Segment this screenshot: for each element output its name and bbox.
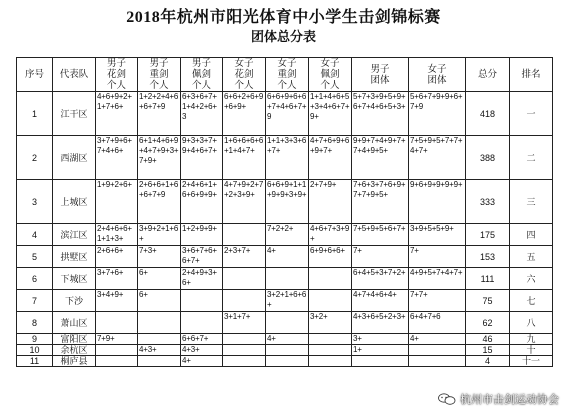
score-cell: 3+2+1+6+6+ — [266, 290, 309, 312]
score-cell: 6+6+9+1+1+9+9+3+9+ — [266, 180, 309, 224]
score-cell: 7+7+ — [409, 290, 466, 312]
header-cell: 代表队 — [53, 58, 96, 92]
total-score: 62 — [466, 312, 510, 334]
score-cell: 4+ — [266, 246, 309, 268]
score-cell — [138, 312, 181, 334]
score-cell: 1+1+3+3+6+7+ — [266, 136, 309, 180]
score-cell: 6+ — [138, 290, 181, 312]
score-cell: 6+4+5+3+7+2+ — [352, 268, 409, 290]
score-cell — [96, 345, 138, 356]
team-name: 滨江区 — [53, 224, 96, 246]
team-name: 萧山区 — [53, 312, 96, 334]
score-cell: 6+ — [138, 268, 181, 290]
score-cell — [96, 356, 138, 367]
page-title: 2018年杭州市阳光体育中小学生击剑锦标赛 — [126, 9, 441, 26]
score-cell — [96, 312, 138, 334]
row-number: 9 — [17, 334, 53, 345]
score-cell: 1+2+9+9+ — [181, 224, 223, 246]
total-score: 4 — [466, 356, 510, 367]
score-cell: 3+9+5+5+9+ — [409, 224, 466, 246]
score-cell: 7+9+ — [96, 334, 138, 345]
watermark-text: 杭州市击剑运动协会 — [460, 394, 559, 406]
score-cell: 6+6+7+ — [181, 334, 223, 345]
score-cell: 6+1+4+6+9+4+7+9+3+7+9+ — [138, 136, 181, 180]
team-name: 江干区 — [53, 92, 96, 136]
rank: 五 — [510, 246, 553, 268]
score-cell — [138, 334, 181, 345]
score-cell: 4+ — [181, 356, 223, 367]
header-cell: 序号 — [17, 58, 53, 92]
score-cell: 1+2+2+4+6+6+7+9 — [138, 92, 181, 136]
score-cell: 7+3+ — [138, 246, 181, 268]
score-cell: 1+9+2+6+ — [96, 180, 138, 224]
header-cell: 女子团体 — [409, 58, 466, 92]
team-name: 上城区 — [53, 180, 96, 224]
score-cell: 2+6+6+1+6+6+7+9 — [138, 180, 181, 224]
table-row — [17, 312, 553, 334]
score-cell: 3+6+7+6+6+7+ — [181, 246, 223, 268]
table-row — [17, 246, 553, 268]
table-row — [17, 180, 553, 224]
team-name: 下城区 — [53, 268, 96, 290]
rank: 八 — [510, 312, 553, 334]
team-name: 富阳区 — [53, 334, 96, 345]
score-cell — [309, 268, 352, 290]
score-cell: 4+7+9+2+7+2+3+9+ — [223, 180, 266, 224]
table-row — [17, 92, 553, 136]
score-cell: 4+3+ — [181, 345, 223, 356]
rank: 一 — [510, 92, 553, 136]
rank: 二 — [510, 136, 553, 180]
row-number: 11 — [17, 356, 53, 367]
score-cell — [223, 290, 266, 312]
row-number: 5 — [17, 246, 53, 268]
page-subtitle: 团体总分表 — [250, 29, 316, 44]
row-number: 2 — [17, 136, 53, 180]
score-cell: 6+6+2+6+9+6+9+ — [223, 92, 266, 136]
score-cell: 2+6+6+ — [96, 246, 138, 268]
header-cell: 排名 — [510, 58, 553, 92]
header-cell: 总分 — [466, 58, 510, 92]
score-cell: 5+7+3+9+5+9+6+7+4+6+5+3+ — [352, 92, 409, 136]
header-cell: 女子佩剑个人 — [309, 58, 352, 92]
table-row — [17, 136, 553, 180]
row-number: 6 — [17, 268, 53, 290]
header-cell: 女子重剑个人 — [266, 58, 309, 92]
total-score: 75 — [466, 290, 510, 312]
score-cell: 7+2+2+ — [266, 224, 309, 246]
score-cell: 4+ — [266, 334, 309, 345]
total-score: 175 — [466, 224, 510, 246]
total-score: 153 — [466, 246, 510, 268]
score-cell: 7+5+9+5+7+7+4+7+ — [409, 136, 466, 180]
row-number: 3 — [17, 180, 53, 224]
score-cell: 4+3+6+5+2+3+ — [352, 312, 409, 334]
wechat-icon — [438, 393, 456, 405]
score-cell: 4+ — [409, 334, 466, 345]
score-cell — [266, 345, 309, 356]
table-row — [17, 224, 553, 246]
score-cell: 6+6+9+6+6+7+4+6+7+9 — [266, 92, 309, 136]
score-cell — [223, 356, 266, 367]
team-name: 下沙 — [53, 290, 96, 312]
total-score: 388 — [466, 136, 510, 180]
score-cell — [223, 334, 266, 345]
score-cell: 1+ — [352, 345, 409, 356]
score-cell — [181, 312, 223, 334]
score-cell — [181, 290, 223, 312]
team-name: 拱墅区 — [53, 246, 96, 268]
score-cell: 6+9+6+6+ — [309, 246, 352, 268]
score-cell — [309, 334, 352, 345]
table-row — [17, 356, 553, 367]
score-cell — [309, 345, 352, 356]
rank: 六 — [510, 268, 553, 290]
score-cell — [409, 345, 466, 356]
score-cell — [266, 312, 309, 334]
header-cell: 男子佩剑个人 — [181, 58, 223, 92]
score-cell: 3+7+9+6+7+4+6+ — [96, 136, 138, 180]
score-cell: 4+7+4+6+4+ — [352, 290, 409, 312]
score-cell: 2+4+9+3+6+ — [181, 268, 223, 290]
team-name: 西湖区 — [53, 136, 96, 180]
score-table — [16, 57, 553, 367]
rank: 九 — [510, 334, 553, 345]
score-cell: 3+9+2+1+6+ — [138, 224, 181, 246]
score-cell — [266, 268, 309, 290]
score-cell: 2+4+6+6+1+1+3+ — [96, 224, 138, 246]
score-cell: 3+4+9+ — [96, 290, 138, 312]
score-cell: 7+5+9+5+6+7+ — [352, 224, 409, 246]
total-score: 418 — [466, 92, 510, 136]
table-row — [17, 345, 553, 356]
score-cell — [409, 356, 466, 367]
score-cell: 9+6+9+9+9+9+ — [409, 180, 466, 224]
score-cell: 4+6+9+2+1+7+6+ — [96, 92, 138, 136]
score-cell — [352, 356, 409, 367]
table-row — [17, 334, 553, 345]
total-score: 15 — [466, 345, 510, 356]
header-cell: 男子团体 — [352, 58, 409, 92]
score-cell: 4+7+6+9+6+9+7+ — [309, 136, 352, 180]
score-cell — [223, 224, 266, 246]
score-cell: 1+6+6+6+6+1+4+7+ — [223, 136, 266, 180]
row-number: 10 — [17, 345, 53, 356]
score-cell: 6+4+7+6 — [409, 312, 466, 334]
score-cell — [266, 356, 309, 367]
table-row — [17, 268, 553, 290]
score-cell: 4+3+ — [138, 345, 181, 356]
row-number: 7 — [17, 290, 53, 312]
score-cell: 7+6+3+7+6+9+7+7+9+5+ — [352, 180, 409, 224]
row-number: 1 — [17, 92, 53, 136]
table-header-row — [17, 58, 553, 92]
rank: 十一 — [510, 356, 553, 367]
score-cell: 9+9+7+4+9+7+7+4+9+5+ — [352, 136, 409, 180]
header-cell: 女子花剑个人 — [223, 58, 266, 92]
watermark — [438, 391, 559, 407]
row-number: 4 — [17, 224, 53, 246]
score-cell — [223, 268, 266, 290]
score-cell: 3+1+7+ — [223, 312, 266, 334]
header-cell: 男子重剑个人 — [138, 58, 181, 92]
score-cell: 3+2+ — [309, 312, 352, 334]
row-number: 8 — [17, 312, 53, 334]
rank: 十 — [510, 345, 553, 356]
rank: 七 — [510, 290, 553, 312]
score-cell: 2+3+7+ — [223, 246, 266, 268]
score-cell: 9+3+3+7+9+4+6+7+ — [181, 136, 223, 180]
table-row — [17, 290, 553, 312]
score-cell: 2+4+6+1+6+6+9+9+ — [181, 180, 223, 224]
total-score: 333 — [466, 180, 510, 224]
score-cell: 5+6+7+9+9+6+7+9 — [409, 92, 466, 136]
team-name: 桐庐县 — [53, 356, 96, 367]
score-cell: 2+7+9+ — [309, 180, 352, 224]
score-cell: 3+7+6+ — [96, 268, 138, 290]
total-score: 111 — [466, 268, 510, 290]
score-cell: 6+3+6+7+1+4+2+6+3 — [181, 92, 223, 136]
rank: 四 — [510, 224, 553, 246]
score-cell: 7+ — [352, 246, 409, 268]
total-score: 46 — [466, 334, 510, 345]
score-cell: 7+ — [409, 246, 466, 268]
score-cell: 4+9+5+7+4+7+ — [409, 268, 466, 290]
score-cell — [309, 356, 352, 367]
header-cell: 男子花剑个人 — [96, 58, 138, 92]
team-name: 余杭区 — [53, 345, 96, 356]
rank: 三 — [510, 180, 553, 224]
score-cell — [309, 290, 352, 312]
score-cell: 1+1+4+6+5+3+4+6+7+9+ — [309, 92, 352, 136]
score-cell — [138, 356, 181, 367]
score-cell: 4+6+7+3+9+ — [309, 224, 352, 246]
score-cell: 3+ — [352, 334, 409, 345]
score-cell — [223, 345, 266, 356]
